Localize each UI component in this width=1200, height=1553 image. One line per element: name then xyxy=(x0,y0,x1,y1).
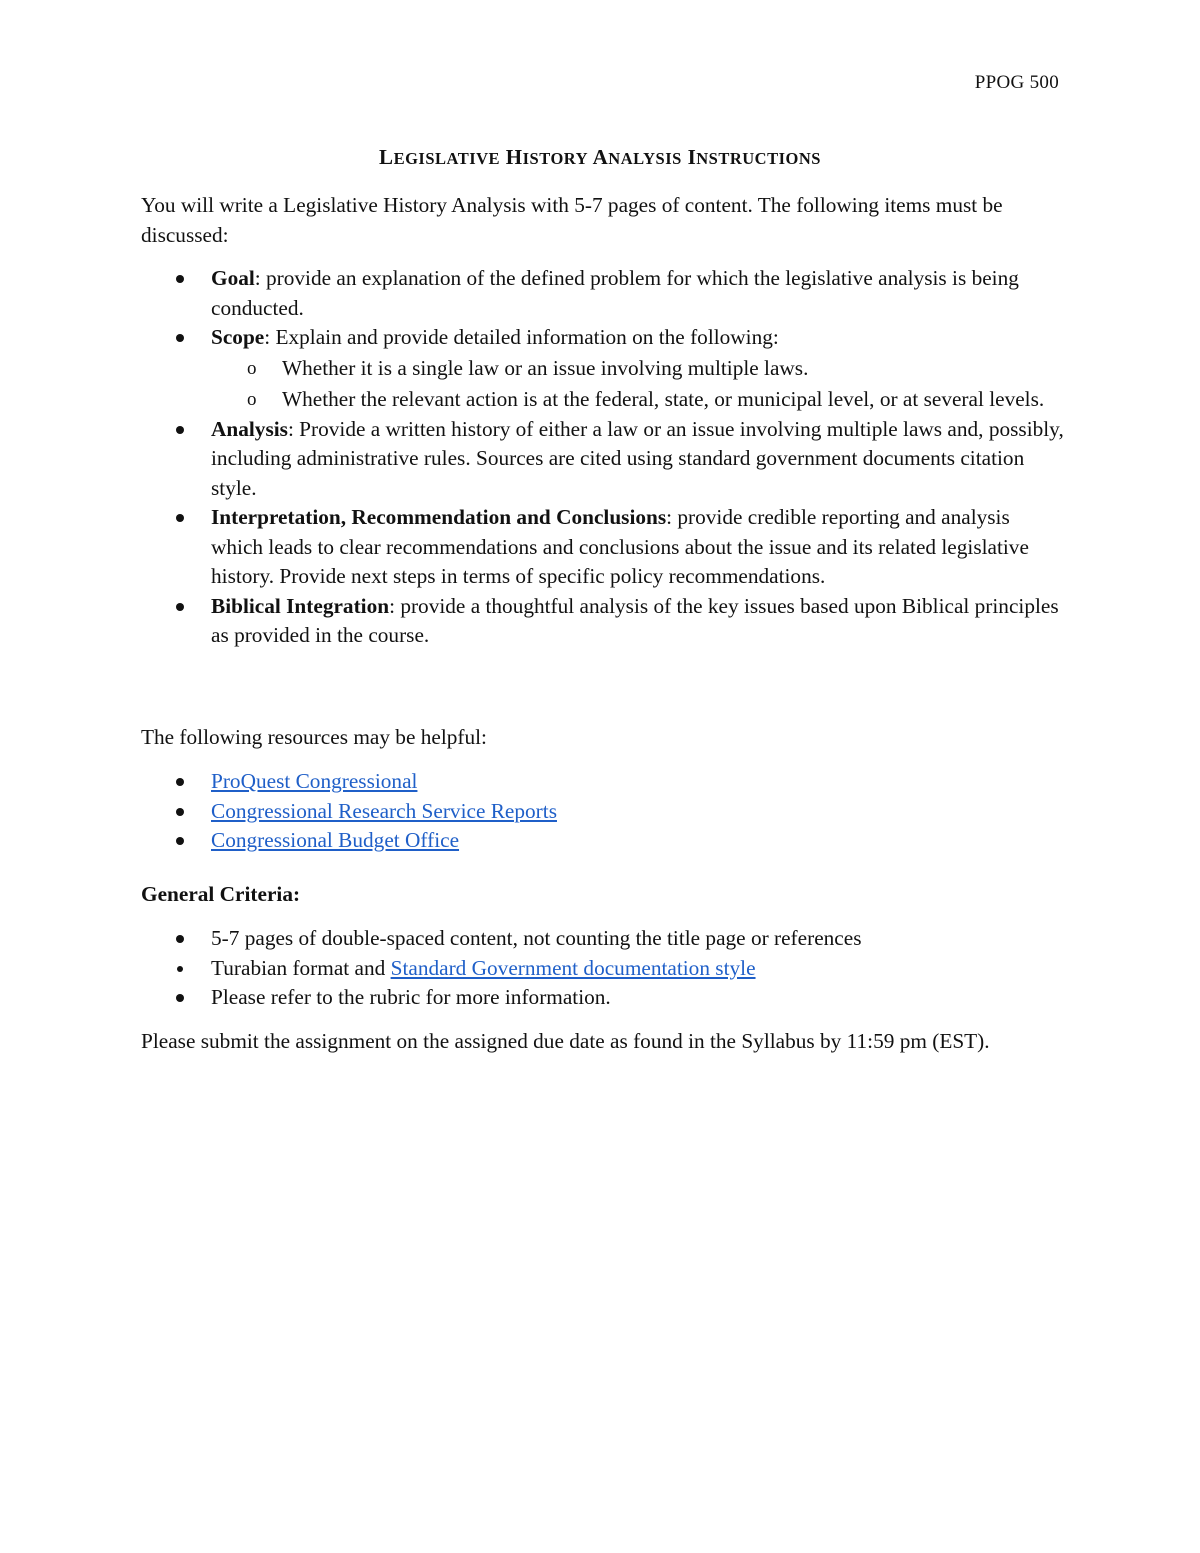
list-item-goal: Goal: provide an explanation of the defined problem for which the legislative analysis is being conducted. xyxy=(141,264,1066,323)
list-item-interpretation: Interpretation, Recommendation and Conclusions: provide credible reporting and analysis which leads to clear recommendations and conclusions about the issue and its related legislative history. Provide next steps in terms of specific policy recommendations. xyxy=(141,503,1066,592)
bullet-icon xyxy=(176,426,184,434)
requirements-list xyxy=(141,264,1066,651)
scope-sublist xyxy=(211,353,1066,415)
bullet-icon xyxy=(176,935,184,943)
document-title: LEGISLATIVE HISTORY ANALYSIS INSTRUCTIONS xyxy=(379,145,821,169)
resource-item xyxy=(141,767,1066,797)
list-item-biblical-integration: Biblical Integration: provide a thoughtful analysis of the key issues based upon Biblical principles as provided in the course. xyxy=(141,592,1066,651)
link-proquest-congressional[interactable]: ProQuest Congressional xyxy=(211,769,418,793)
bullet-icon xyxy=(176,808,184,816)
criteria-item: 5-7 pages of double-spaced content, not counting the title page or references xyxy=(141,924,1066,954)
bullet-icon xyxy=(177,966,183,972)
resource-item xyxy=(141,826,1066,856)
link-crs-reports[interactable]: Congressional Research Service Reports xyxy=(211,798,557,823)
sub-item: o Whether the relevant action is at the federal, state, or municipal level, or at several levels. xyxy=(211,384,1066,415)
criteria-item: Turabian format and Standard Government documentation style xyxy=(141,954,1066,984)
criteria-heading: General Criteria: xyxy=(141,882,301,906)
link-congressional-budget-office[interactable]: Congressional Budget Office xyxy=(211,828,460,852)
intro-paragraph: You will write a Legislative History Analysis with 5-7 pages of content. The following items must be discussed: xyxy=(141,193,1003,247)
bullet-icon xyxy=(176,514,184,522)
criteria-list xyxy=(141,924,1066,1013)
closing-paragraph: Please submit the assignment on the assigned due date as found in the Syllabus by 11:59 pm (EST). xyxy=(141,1029,990,1053)
list-item-scope: Scope: Explain and provide detailed information on the following: o Whether it is a single law or an issue involving multiple laws. o Whether the relevant action is at the federal, state, or municipal level, or at several levels. xyxy=(141,323,1066,415)
bullet-icon xyxy=(176,994,184,1002)
bullet-icon xyxy=(176,778,184,786)
bullet-icon xyxy=(176,334,184,342)
list-item-analysis: Analysis: Provide a written history of either a law or an issue involving multiple laws and, possibly, including administrative rules. Sources are cited using standard government documents citation style. xyxy=(141,415,1066,504)
bullet-icon xyxy=(176,837,184,845)
sub-item: o Whether it is a single law or an issue involving multiple laws. xyxy=(211,353,1066,384)
resources-list xyxy=(141,767,1066,856)
link-standard-government-documentation[interactable]: Standard Government documentation style xyxy=(390,955,756,980)
course-code-header: PPOG 500 xyxy=(974,72,1059,93)
resource-item xyxy=(141,797,1066,827)
criteria-item: Please refer to the rubric for more information. xyxy=(141,983,1066,1013)
circle-bullet-icon: o xyxy=(247,388,257,410)
bullet-icon xyxy=(176,275,184,283)
resources-intro: The following resources may be helpful: xyxy=(141,725,487,749)
circle-bullet-icon: o xyxy=(247,357,257,379)
bullet-icon xyxy=(176,603,184,611)
